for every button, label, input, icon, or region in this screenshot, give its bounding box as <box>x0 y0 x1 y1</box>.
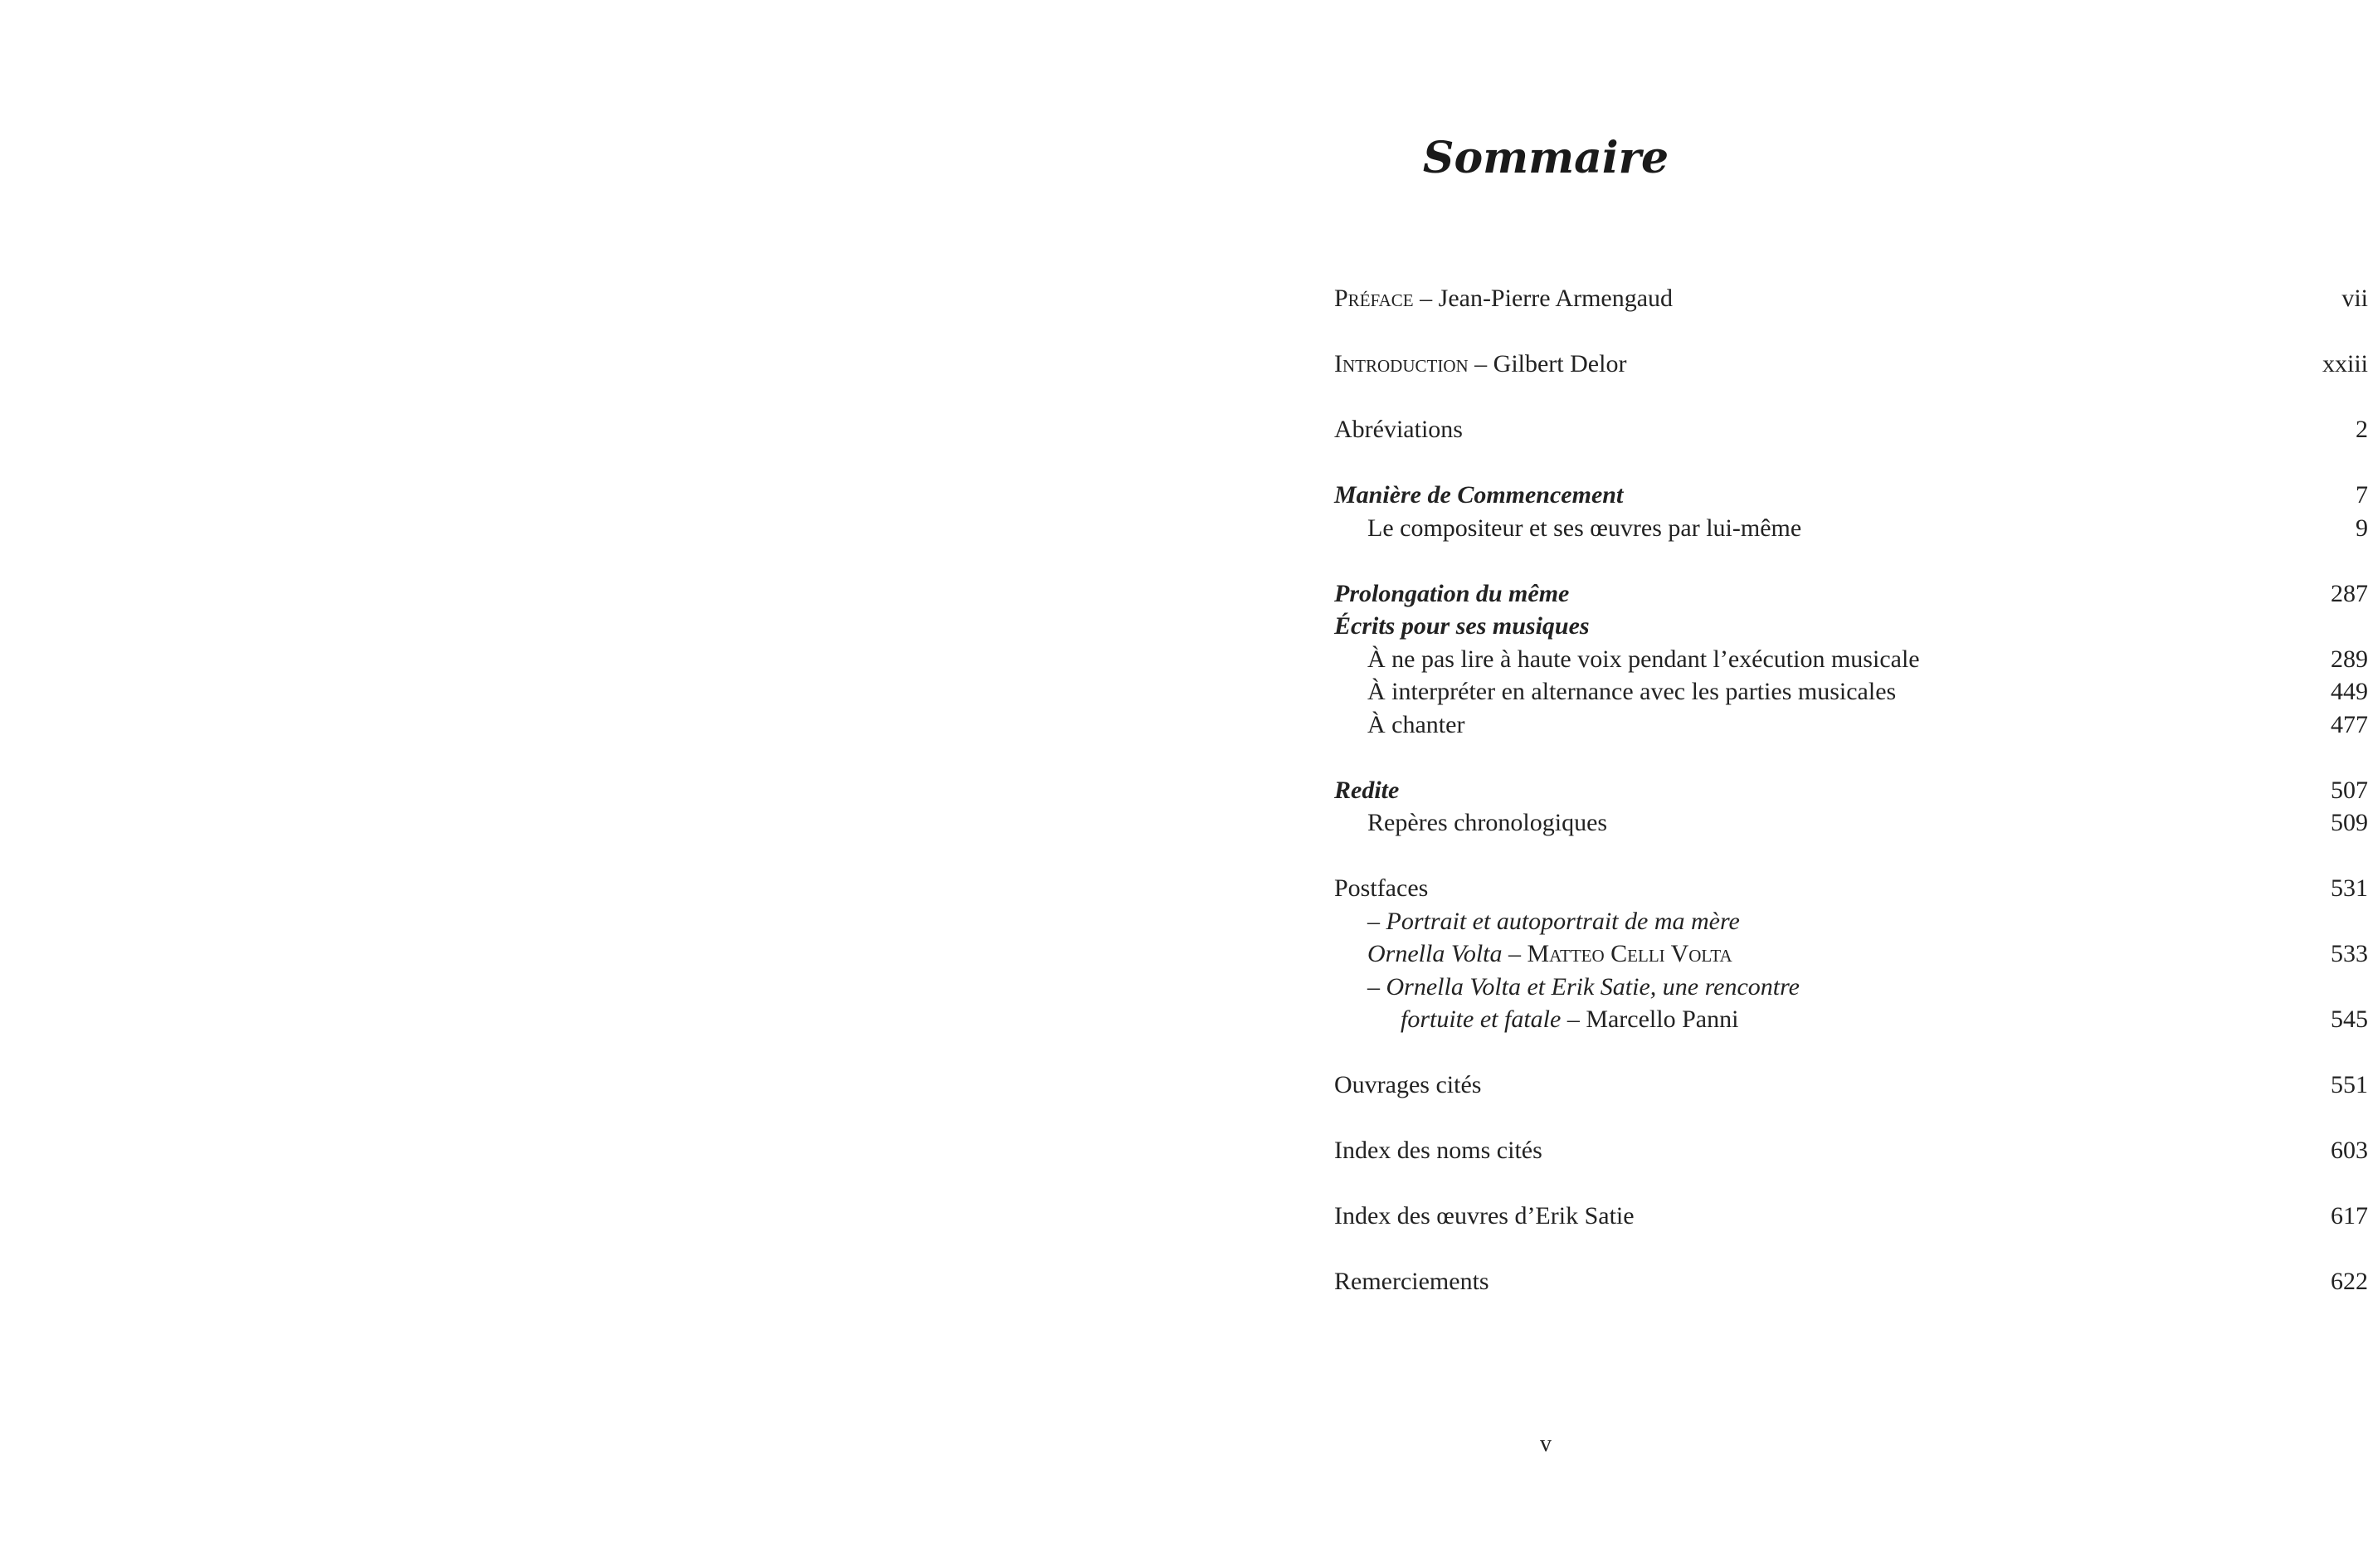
toc-page: 9 <box>2356 514 2368 542</box>
toc-label: Postfaces <box>1334 874 1429 902</box>
toc-entry-compositeur <box>1334 512 2368 545</box>
left-page-blank <box>0 0 1110 1568</box>
toc-label: Préface <box>1334 285 1414 312</box>
toc-label: Index des œuvres d’Erik Satie <box>1334 1202 1635 1230</box>
toc-page: 545 <box>2331 1006 2368 1033</box>
toc-page: 287 <box>2331 579 2368 607</box>
toc-label: À interpréter en alternance avec les parties musicales <box>1367 678 1897 705</box>
toc-entry-rencontre-line2: fortuite et fatale – Marcello Panni 545 <box>1334 1003 2368 1036</box>
toc-entry-portrait-line1: – Portrait et autoportrait de ma mère <box>1367 907 1740 935</box>
toc-author: Matteo Celli Volta <box>1527 940 1732 967</box>
toc-page: 617 <box>2331 1202 2368 1230</box>
toc-label: Abréviations <box>1334 416 1463 443</box>
toc-entry-rencontre-line1: – Ornella Volta et Erik Satie, une rencontre <box>1367 972 1800 1001</box>
toc-label: Index des noms cités <box>1334 1137 1542 1164</box>
toc-entry-ouvrages <box>1334 1069 2368 1102</box>
toc-label: Repères chronologiques <box>1367 809 1608 836</box>
toc-page: 449 <box>2331 678 2368 705</box>
toc-page: 7 <box>2356 481 2368 509</box>
toc-page: xxiii <box>2322 350 2368 377</box>
toc-label: Ouvrages cités <box>1334 1071 1482 1098</box>
toc-author: Gilbert Delor <box>1493 350 1627 377</box>
toc-page: 507 <box>2331 776 2368 804</box>
right-page <box>1110 0 2368 1568</box>
toc-section-heading: Redite <box>1334 776 1400 804</box>
toc-label: Le compositeur et ses œuvres par lui-même <box>1367 514 1802 542</box>
toc-page: 603 <box>2331 1137 2368 1164</box>
page-title: Sommaire <box>1422 133 1669 183</box>
toc-page: 2 <box>2356 416 2368 443</box>
toc-entry-abreviations <box>1334 413 2368 446</box>
toc-entry-prolongation <box>1334 577 2368 611</box>
toc-section-heading: Prolongation du même <box>1334 579 1570 607</box>
toc-entry-remerciements <box>1334 1265 2368 1298</box>
toc-label: fortuite et fatale <box>1401 1006 1562 1033</box>
toc-author: Marcello Panni <box>1586 1006 1739 1033</box>
toc-entry-index-oeuvres <box>1334 1200 2368 1233</box>
toc-page: 509 <box>2331 809 2368 836</box>
toc-entry-introduction: Introduction – Gilbert Delor xxiii <box>1334 348 2368 381</box>
toc-label: À ne pas lire à haute voix pendant l’exécution musicale <box>1367 645 1920 673</box>
toc-label: Portrait et autoportrait de ma mère <box>1386 907 1740 935</box>
toc-page: 533 <box>2331 940 2368 967</box>
toc-section-heading: Manière de Commencement <box>1334 481 1624 509</box>
toc-entry-ne-pas-lire <box>1334 643 2368 676</box>
toc-label: À chanter <box>1367 710 1465 738</box>
toc-entry-preface: Préface – Jean-Pierre Armengaud vii <box>1334 282 2368 315</box>
toc-label: Remerciements <box>1334 1268 1489 1295</box>
toc-page: vii <box>2341 285 2368 312</box>
toc-entry-interpreter <box>1334 675 2368 709</box>
table-of-contents <box>1334 282 2368 1298</box>
toc-entry-chanter <box>1334 709 2368 742</box>
page-number: v <box>1540 1431 1552 1457</box>
toc-entry-index-noms <box>1334 1134 2368 1167</box>
toc-entry-maniere <box>1334 479 2368 512</box>
toc-page: 289 <box>2331 645 2368 673</box>
toc-entry-ecrits <box>1334 610 2368 643</box>
toc-entry-portrait-line2: Ornella Volta – Matteo Celli Volta 533 <box>1334 937 2368 971</box>
toc-page: 622 <box>2331 1268 2368 1295</box>
toc-entry-reperes <box>1334 806 2368 840</box>
toc-author: Jean-Pierre Armengaud <box>1438 285 1674 312</box>
toc-entry-redite <box>1334 774 2368 807</box>
toc-label: Ornella Volta <box>1367 940 1503 967</box>
toc-label: Introduction <box>1334 350 1469 377</box>
toc-page: 551 <box>2331 1071 2368 1098</box>
toc-page: 477 <box>2331 710 2368 738</box>
toc-label: Ornella Volta et Erik Satie, une rencontre <box>1386 972 1800 1001</box>
toc-page: 531 <box>2331 874 2368 902</box>
toc-entry-postfaces <box>1334 872 2368 905</box>
toc-subheading: Écrits pour ses musiques <box>1334 612 1590 640</box>
